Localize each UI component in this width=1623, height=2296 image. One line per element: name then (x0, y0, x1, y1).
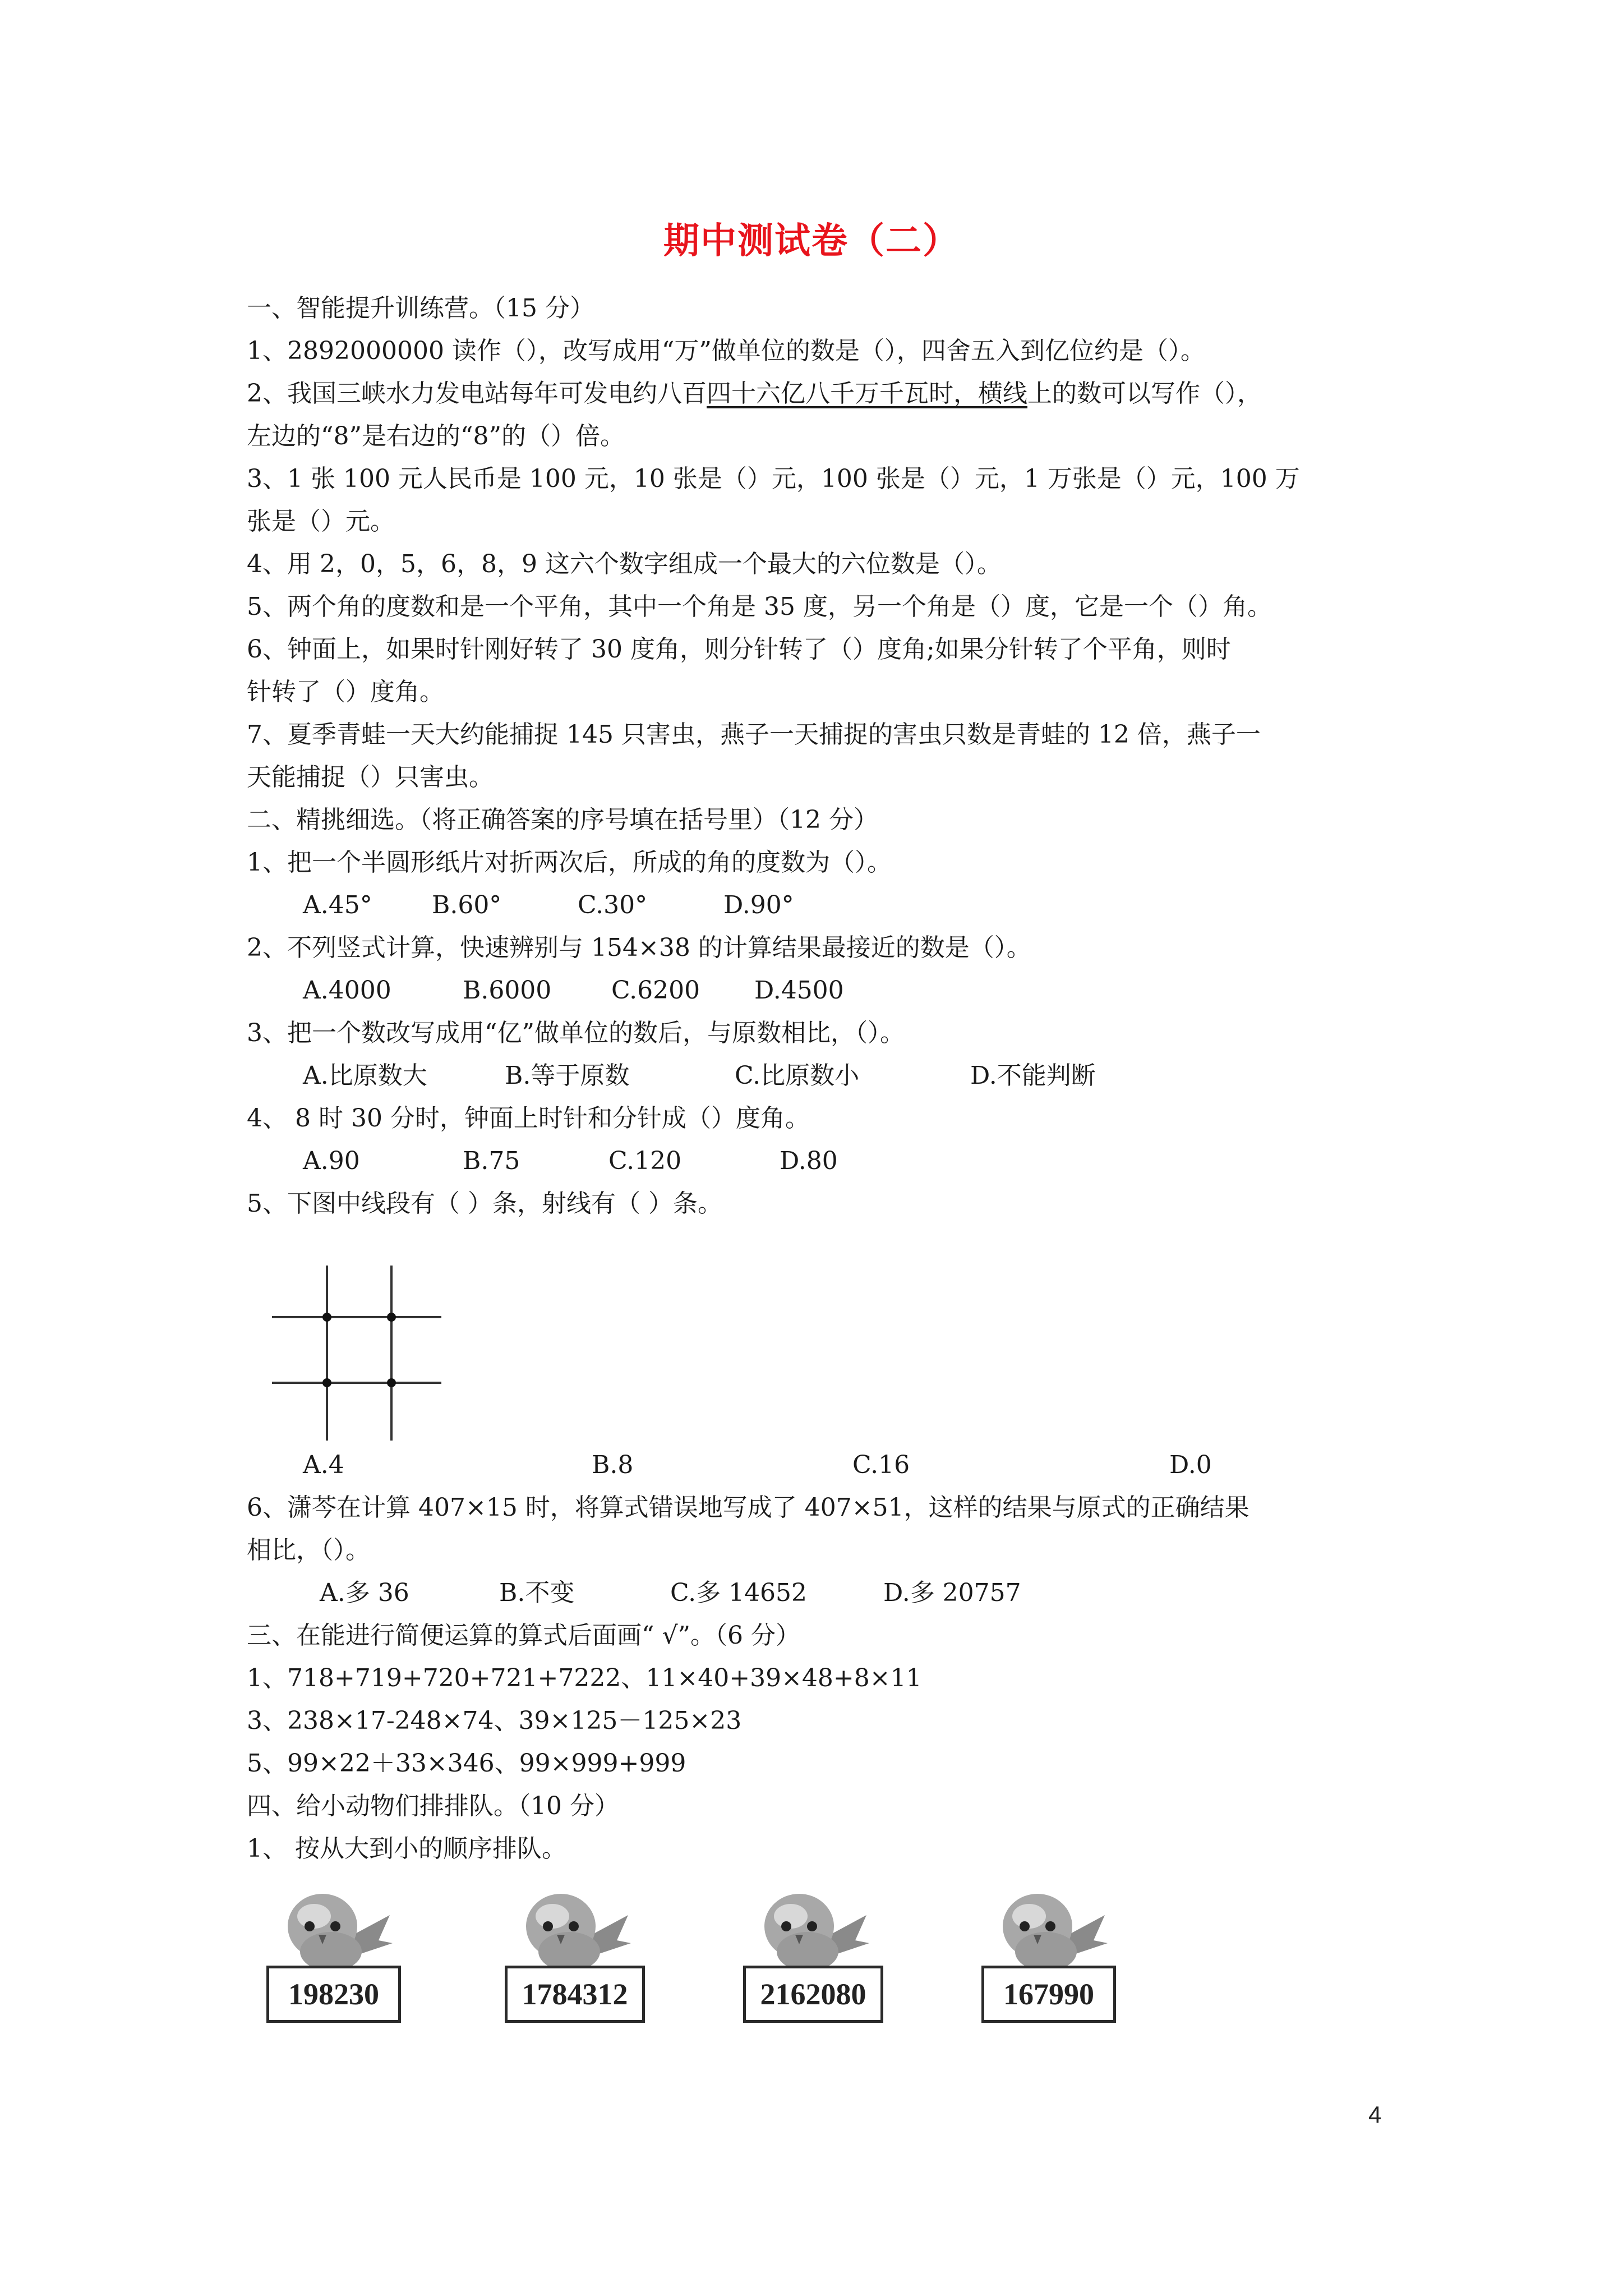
option-a: A.多 36 (320, 1579, 409, 1607)
s2-q1-options (247, 884, 1430, 927)
number-tag: 1784312 (505, 1966, 645, 2023)
s2-q6-options (247, 1572, 1430, 1614)
s2-q5-options (247, 1444, 1430, 1487)
option-a: A.比原数大 (303, 1061, 427, 1090)
s2-q3-options (247, 1055, 1430, 1097)
s1-question-6-cont: 针转了（）度角。 (247, 678, 444, 706)
option-b: B.等于原数 (505, 1061, 630, 1090)
s1-question-2-cont: 左边的“8”是右边的“8”的（）倍。 (247, 422, 625, 450)
option-b: B.8 (592, 1451, 634, 1479)
s1-question-3-cont: 张是（）元。 (247, 507, 395, 536)
s1-question-5: 5、两个角的度数和是一个平角，其中一个角是 35 度，另一个角是（）度，它是一个（）角。 (247, 592, 1272, 621)
option-a: A.4000 (303, 976, 391, 1005)
number-tag: 167990 (981, 1966, 1116, 2023)
option-a: A.4 (303, 1451, 344, 1479)
s2-question-1: 1、把一个半圆形纸片对折两次后，所成的角的度数为（）。 (247, 848, 892, 877)
option-d: D.90° (723, 891, 794, 919)
s2-question-3: 3、把一个数改写成用“亿”做单位的数后，与原数相比，（）。 (247, 1019, 905, 1047)
option-c: C.多 14652 (670, 1579, 808, 1607)
s1-question-2 (247, 372, 1430, 415)
section-2-heading: 二、精挑细选。（将正确答案的序号填在括号里）（12 分） (247, 806, 878, 834)
option-c: C.比原数小 (735, 1061, 860, 1090)
option-b: B.75 (463, 1147, 520, 1175)
option-c: C.30° (578, 891, 648, 919)
number-tag: 198230 (266, 1966, 401, 2023)
option-d: D.80 (780, 1147, 838, 1175)
s1-question-7: 7、夏季青蛙一天大约能捕捉 145 只害虫，燕子一天捕捉的害虫只数是青蛙的 12 倍，燕子一 (247, 720, 1261, 749)
section-1-heading: 一、智能提升训练营。（15 分） (247, 294, 594, 323)
s1-question-6: 6、钟面上，如果时针刚好转了 30 度角，则分针转了（）度角;如果分针转了个平角，则时 (247, 635, 1231, 664)
s2-question-5: 5、下图中线段有（ ）条，射线有（ ）条。 (247, 1189, 722, 1218)
s1-question-7-cont: 天能捕捉（）只害虫。 (247, 763, 494, 792)
s2-q4-options (247, 1140, 1430, 1182)
s1-q2-part-c: 上的数可以写作（）， (1027, 379, 1262, 408)
option-b: B.60° (432, 891, 502, 919)
page-title: 期中测试卷（二） (663, 220, 960, 262)
option-c: C.120 (608, 1147, 682, 1175)
section-3-heading: 三、在能进行简便运算的算式后面画“ √”。（6 分） (247, 1621, 800, 1650)
s2-q2-options (247, 969, 1430, 1012)
number-tag: 2162080 (743, 1966, 883, 2023)
s1-question-3: 3、1 张 100 元人民币是 100 元，10 张是（）元，100 张是（）元，1 万张是（）元，100 万 (247, 464, 1300, 493)
s1-q2-underlined: 四十六亿八千万千瓦时，横线 (707, 379, 1027, 408)
option-b: B.6000 (463, 976, 552, 1005)
option-d: D.不能判断 (970, 1061, 1096, 1090)
s1-question-1: 1、2892000000 读作（），改写成用“万”做单位的数是（），四舍五入到亿位约是（）。 (247, 337, 1205, 365)
option-d: D.0 (1169, 1451, 1212, 1479)
ray-grid-diagram (247, 1225, 471, 1444)
s2-question-6-cont: 相比，（）。 (247, 1536, 370, 1565)
s4-question-1: 1、 按从大到小的顺序排队。 (247, 1834, 566, 1863)
option-a: A.45° (303, 891, 372, 919)
s3-line-2: 3、238×17-248×74、39×125－125×23 (247, 1706, 742, 1735)
s1-question-4: 4、用 2，0，5，6，8，9 这六个数字组成一个最大的六位数是（）。 (247, 550, 1002, 578)
option-c: C.16 (852, 1451, 910, 1479)
worksheet-content (247, 287, 1430, 2067)
option-a: A.90 (303, 1147, 360, 1175)
bird-number-row (247, 1881, 1430, 2067)
s2-question-2: 2、不列竖式计算，快速辨别与 154×38 的计算结果最接近的数是（）。 (247, 933, 1031, 962)
s3-line-1: 1、718+719+720+721+7222、11×40+39×48+8×11 (247, 1664, 922, 1692)
option-d: D.多 20757 (883, 1579, 1021, 1607)
s1-q2-part-a: 2、我国三峡水力发电站每年可发电约八百 (247, 379, 707, 408)
page-number: 4 (1368, 2101, 1382, 2128)
option-b: B.不变 (499, 1579, 575, 1607)
line-segment-figure (247, 1225, 1430, 1444)
option-c: C.6200 (611, 976, 700, 1005)
option-d: D.4500 (754, 976, 844, 1005)
s3-line-3: 5、99×22＋33×346、99×999+999 (247, 1749, 686, 1778)
section-4-heading: 四、给小动物们排排队。（10 分） (247, 1792, 619, 1820)
s2-question-4: 4、 8 时 30 分时，钟面上时针和分针成（）度角。 (247, 1104, 810, 1133)
s2-question-6: 6、潇芩在计算 407×15 时，将算式错误地写成了 407×51，这样的结果与原式的正确结果 (247, 1493, 1249, 1522)
